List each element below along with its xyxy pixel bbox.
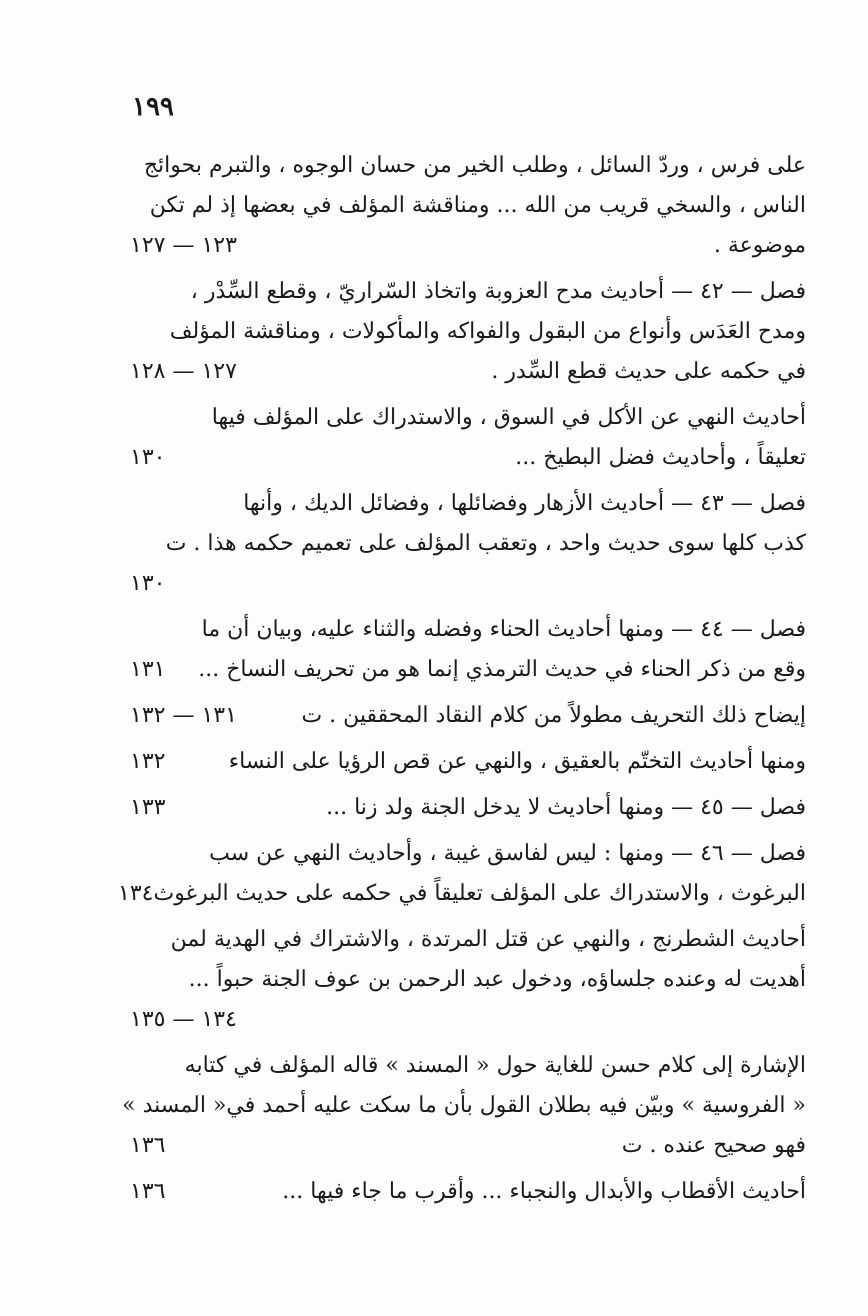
entry-last-line (130, 1000, 806, 1040)
entry-page-ref: ١٢٧ — ١٢٨ (130, 359, 237, 384)
index-entry (130, 146, 806, 266)
entry-text: ومدح العَدَس وأنواع من البقول والفواكه والمأكولات ، ومناقشة المؤلف (169, 319, 806, 344)
entry-last-line (130, 696, 806, 736)
entry-text: فصل — ٤٥ — ومنها أحاديث لا يدخل الجنة ولد زنا ... (326, 795, 806, 820)
index-entry (122, 1046, 806, 1166)
entry-text: فصل — ٤٣ — أحاديث الأزهار وفضائلها ، وفضائل الديك ، وأنها (243, 491, 806, 516)
entry-page-ref: ١٣٤ — ١٣٥ (130, 1007, 237, 1032)
entry-text: وقع من ذكر الحناء في حديث الترمذي إنما هو من تحريف النساخ ... (198, 657, 806, 682)
entry-text: إيضاح ذلك التحريف مطولاً من كلام النقاد المحققين . ت (301, 703, 806, 728)
entry-page-ref: ١٣٣ (130, 795, 166, 820)
entry-last-line (130, 438, 806, 478)
entry-last-line (118, 874, 806, 914)
entry-page-ref: ١٣٤ (118, 881, 154, 906)
index-entry (118, 834, 806, 914)
entry-page-ref: ١٣٦ (130, 1133, 166, 1158)
entry-page-ref: ١٣٦ (130, 1179, 166, 1204)
entry-text: أحاديث الشطرنج ، والنهي عن قتل المرتدة ، والاشتراك في الهدية لمن (170, 927, 806, 952)
entry-last-line (130, 788, 806, 828)
index-entry (130, 398, 806, 478)
entry-text: الناس ، والسخي قريب من الله ... ومناقشة المؤلف في بعضها إذ لم تكن (149, 193, 806, 218)
index-content (118, 146, 806, 1218)
entry-last-line (130, 650, 806, 690)
entry-text: أحاديث النهي عن الأكل في السوق ، والاستدراك على المؤلف فيها (211, 405, 806, 430)
index-entry (130, 1172, 806, 1212)
entry-last-line (130, 1126, 806, 1166)
entry-text: فصل — ٤٦ — ومنها : ليس لفاسق غيبة ، وأحاديث النهي عن سب (209, 841, 806, 866)
page-number: ١٩٩ (132, 92, 174, 122)
entry-page-ref: ١٣١ (130, 657, 166, 682)
entry-page-ref: ١٢٣ — ١٢٧ (130, 233, 237, 258)
index-entry (130, 696, 806, 736)
entry-last-line (130, 226, 806, 266)
entry-page-ref: ١٣٠ (130, 445, 166, 470)
entry-text: كذب كلها سوى حديث واحد ، وتعقب المؤلف على تعميم حكمه هذا . ت (165, 531, 806, 556)
index-entry (130, 272, 806, 392)
index-entry (130, 788, 806, 828)
entry-page-ref: ١٣١ — ١٣٢ (130, 703, 237, 728)
entry-last-line (130, 742, 806, 782)
entry-page-ref: ١٣٠ (130, 571, 166, 596)
entry-text: فهو صحيح عنده . ت (621, 1133, 806, 1158)
entry-text: على فرس ، وردّ السائل ، وطلب الخير من حسان الوجوه ، والتبرم بحوائج (143, 153, 806, 178)
entry-text: الإشارة إلى كلام حسن للغاية حول « المسند » قاله المؤلف في كتابه (184, 1053, 806, 1078)
entry-text: فصل — ٤٤ — ومنها أحاديث الحناء وفضله والثناء عليه، وبيان أن ما (201, 617, 806, 642)
entry-page-ref: ١٣٢ (130, 749, 166, 774)
entry-text: أحاديث الأقطاب والأبدال والنجباء ... وأقرب ما جاء فيها ... (282, 1179, 806, 1204)
index-entry (130, 742, 806, 782)
entry-last-line (130, 352, 806, 392)
entry-text: تعليقاً ، وأحاديث فضل البطيخ ... (515, 445, 806, 470)
entry-text: « الفروسية » وبيّن فيه بطلان القول بأن ما سكت عليه أحمد في« المسند » (122, 1093, 806, 1118)
entry-text: موضوعة . (713, 233, 806, 258)
entry-last-line (130, 564, 806, 604)
entry-text: ومنها أحاديث التختّم بالعقيق ، والنهي عن قص الرؤيا على النساء (228, 749, 806, 774)
entry-text: فصل — ٤٢ — أحاديث مدح العزوبة واتخاذ السّراريّ ، وقطع السِّدْر ، (190, 279, 806, 304)
index-entry (130, 484, 806, 604)
entry-text: البرغوث ، والاستدراك على المؤلف تعليقاً في حكمه على حديث البرغوث (153, 881, 806, 906)
entry-text: في حكمه على حديث قطع السِّدر . (491, 359, 806, 384)
entry-text: أهديت له وعنده جلساؤه، ودخول عبد الرحمن بن عوف الجنة حبواً ... (188, 967, 806, 992)
index-entry (130, 920, 806, 1040)
index-entry (130, 610, 806, 690)
entry-last-line (130, 1172, 806, 1212)
